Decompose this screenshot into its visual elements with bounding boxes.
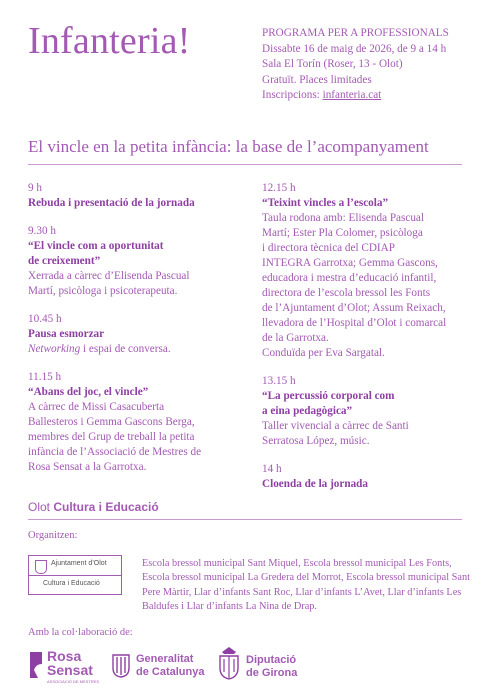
- schedule-time: 10.45 h: [28, 313, 62, 325]
- diputacio-logo: [218, 646, 318, 686]
- schedule-item: [28, 224, 248, 299]
- program-info: [262, 26, 449, 104]
- schedule-title: Cloenda de la jornada: [262, 478, 368, 490]
- schedule-description: Ballesteros i Gemma Gascons Berga,: [28, 416, 195, 428]
- schedule-title: “La percussió corporal com: [262, 390, 395, 402]
- schedule-description: Martí; Ester Pla Colomer, psicòloga: [262, 227, 423, 239]
- generalitat-text: Generalitat: [136, 653, 194, 665]
- networking-term: Networking: [28, 343, 81, 355]
- diputacio-crest-icon: [218, 646, 240, 680]
- schedule-description: llevadora de l’Hospital d’Olot i comarcal: [262, 317, 447, 329]
- schedule-description: i directora tècnica del CDIAP: [262, 242, 395, 254]
- program-line: Sala El Torín (Roser, 13 - Olot): [262, 58, 403, 71]
- schedule-title: de creixement”: [28, 255, 101, 267]
- ajuntament-logo: [28, 555, 122, 595]
- schedule-description: Xerrada a càrrec d’Elisenda Pascual: [28, 270, 190, 282]
- schedule-left-column: [28, 181, 248, 488]
- schedule-description: membres del Grup de treball la petita: [28, 431, 195, 443]
- event-title: Infanteria!: [28, 20, 191, 62]
- schedule-item: [262, 374, 472, 449]
- rosa-text: Rosa: [47, 648, 82, 664]
- organizers-label: Organitzen:: [28, 530, 78, 541]
- schedule-description: Conduïda per Eva Sargatal.: [262, 347, 385, 359]
- girona-text: de Girona: [246, 667, 298, 679]
- schedule-description: de l’Ajuntament d’Olot; Assum Reixach,: [262, 302, 446, 314]
- schedule-right-column: [262, 181, 472, 505]
- schedule-description: infància de l’Associació de Mestres de: [28, 446, 202, 458]
- subtitle: El vincle en la petita infància: la base de l’acompanyament: [28, 137, 429, 156]
- ajuntament-name: Ajuntament d’Olot: [51, 560, 107, 567]
- schedule-description: Martí, psicòloga i psicoterapeuta.: [28, 285, 178, 297]
- inscriptions-label: Inscripcions:: [262, 89, 323, 102]
- rosa-sensat-icon: [28, 650, 44, 680]
- schedule-description: Serratosa López, músic.: [262, 435, 370, 447]
- organizers-list: Escola bressol municipal Sant Miquel, Escola bressol municipal Les Fonts, Escola bressol municipal La Gredera del Morrot, Escola bressol municipal Sant Pere Màrtir, Llar d’infants Sant Roc, Llar d’infants L’Avet, Llar d’infants Les Baldufes i Llar d’infants La Nina de Drap.: [142, 558, 470, 613]
- olot-brand-bold: Cultura i Educació: [53, 500, 159, 514]
- coat-of-arms-icon: [35, 560, 47, 574]
- rosa-subtitle: ASSOCIACIÓ DE MESTRES: [47, 679, 100, 684]
- divider: [28, 164, 462, 165]
- schedule-title: a eina pedagògica”: [262, 405, 353, 417]
- program-line: PROGRAMA PER A PROFESSIONALS: [262, 27, 449, 39]
- olot-brand-light: Olot: [28, 500, 54, 514]
- schedule-item: [28, 370, 248, 475]
- schedule-time: 11.15 h: [28, 371, 62, 383]
- program-line: Gratuït. Places limitades: [262, 73, 372, 86]
- schedule-title: “El vincle com a oportunitat: [28, 240, 164, 252]
- inscriptions-line: [262, 88, 449, 104]
- schedule-title: Rebuda i presentació de la jornada: [28, 197, 195, 209]
- schedule-time: 12.15 h: [262, 182, 296, 194]
- schedule-description: A càrrec de Missi Casacuberta: [28, 401, 165, 413]
- schedule-description: de la Garrotxa.: [262, 332, 329, 344]
- schedule-description: Taula rodona amb: Elisenda Pascual: [262, 212, 425, 224]
- collaboration-label: Amb la col·laboració de:: [28, 627, 133, 638]
- rosa-sensat-logo: [28, 650, 108, 686]
- schedule-time: 9 h: [28, 182, 42, 194]
- schedule-description: educadora i mestra d’educació infantil,: [262, 272, 437, 284]
- schedule-time: 9.30 h: [28, 225, 56, 237]
- schedule-description: Networking i espai de conversa.: [28, 343, 171, 355]
- schedule-description: directora de l’escola bressol les Fonts: [262, 287, 431, 299]
- schedule-description: Rosa Sensat a la Garrotxa.: [28, 461, 147, 473]
- program-line: Dissabte 16 de maig de 2026, de 9 a 14 h: [262, 42, 447, 55]
- schedule-item: [262, 462, 472, 492]
- schedule-description: INTEGRA Garrotxa; Gemma Gascons,: [262, 257, 438, 269]
- schedule-item: [28, 181, 248, 211]
- catalunya-text: de Catalunya: [136, 666, 205, 678]
- sensat-text: Sensat: [47, 662, 93, 678]
- olot-brand: [28, 500, 159, 514]
- diputacio-text: Diputació: [246, 654, 297, 666]
- schedule-title: “Abans del joc, el vincle”: [28, 386, 149, 398]
- schedule-item: [262, 181, 472, 361]
- schedule-time: 14 h: [262, 463, 282, 475]
- ajuntament-dept: Cultura i Educació: [43, 580, 100, 587]
- inscriptions-link[interactable]: infanteria.cat: [322, 89, 382, 102]
- schedule-item: [28, 312, 248, 357]
- schedule-title: “Teixint vincles a l’escola”: [262, 197, 389, 209]
- generalitat-logo: [112, 652, 212, 682]
- schedule-description: Taller vivencial a càrrec de Santi: [262, 420, 409, 432]
- schedule-title: Pausa esmorzar: [28, 328, 105, 340]
- logo-divider: [29, 575, 121, 576]
- schedule-time: 13.15 h: [262, 375, 296, 387]
- senyera-icon: [112, 654, 130, 678]
- divider: [28, 519, 462, 520]
